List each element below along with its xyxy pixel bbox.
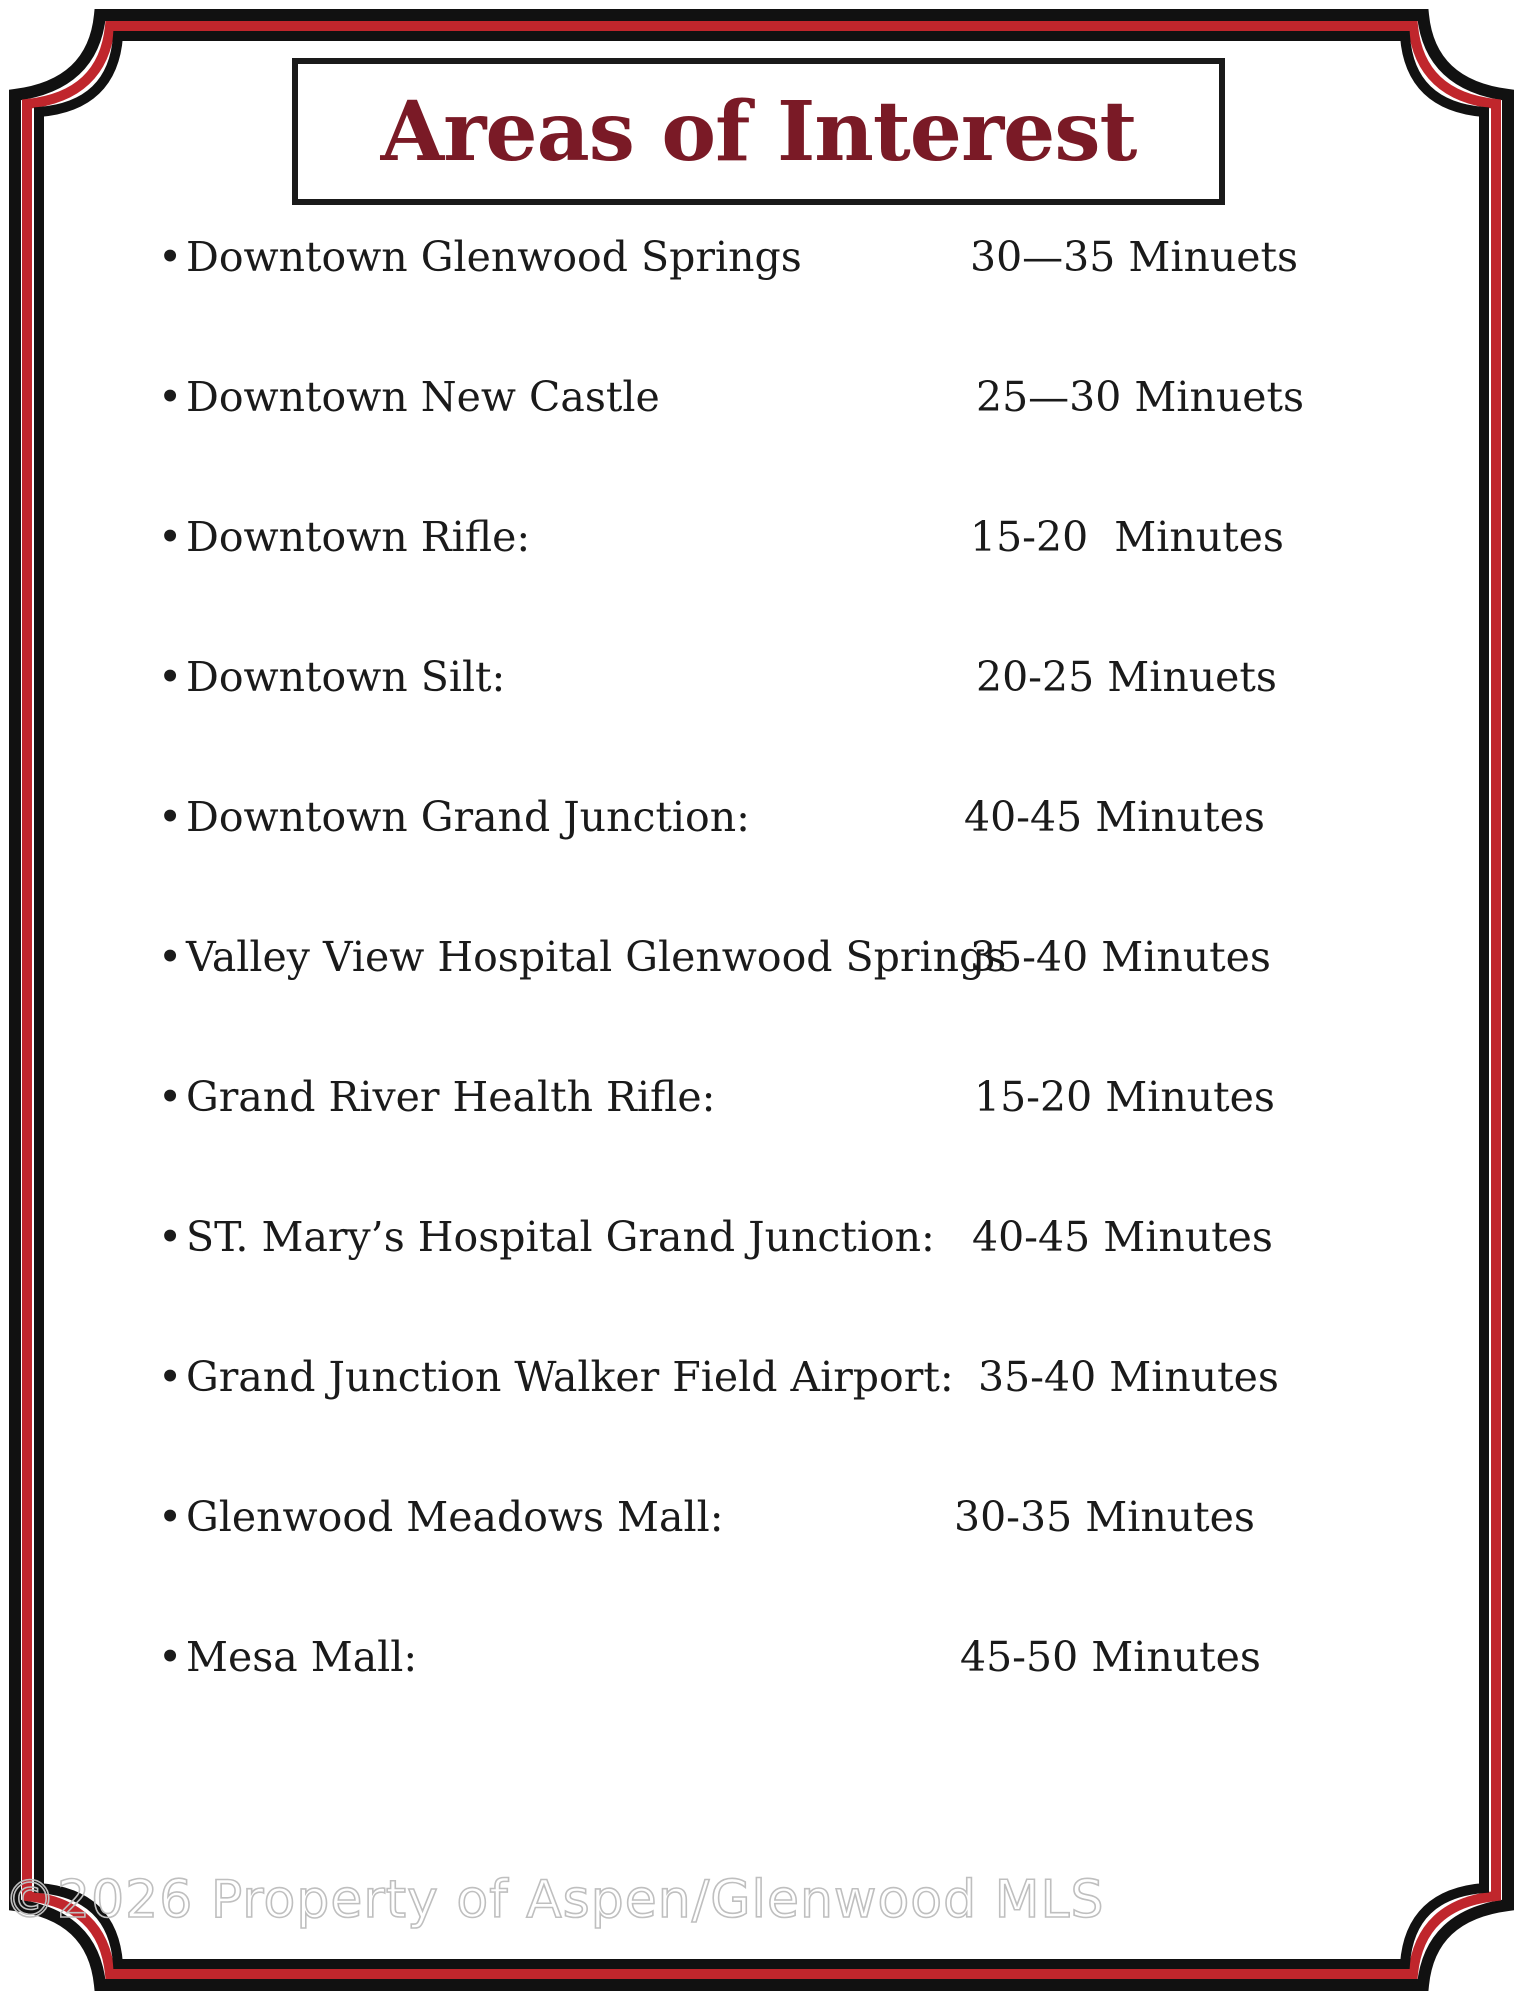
place-name: Downtown Grand Junction: bbox=[186, 793, 750, 841]
drive-time: 20-25 Minuets bbox=[976, 653, 1277, 701]
drive-time: 45-50 Minutes bbox=[960, 1633, 1261, 1681]
bullet-icon: • bbox=[158, 373, 183, 421]
bullet-icon: • bbox=[158, 793, 183, 841]
drive-time: 15-20 Minutes bbox=[974, 1073, 1275, 1121]
bullet-icon: • bbox=[158, 653, 183, 701]
bullet-icon: • bbox=[158, 1633, 183, 1681]
drive-time: 40-45 Minutes bbox=[964, 793, 1265, 841]
list-item bbox=[158, 782, 1358, 852]
title-box bbox=[292, 58, 1225, 205]
list-item bbox=[158, 922, 1358, 992]
list-item bbox=[158, 1202, 1358, 1272]
place-name: Glenwood Meadows Mall: bbox=[186, 1493, 724, 1541]
list-item bbox=[158, 1062, 1358, 1132]
place-name: Downtown Rifle: bbox=[186, 513, 531, 561]
place-name: Valley View Hospital Glenwood Springs bbox=[186, 933, 1007, 981]
drive-time: 30-35 Minutes bbox=[954, 1493, 1255, 1541]
place-name: Mesa Mall: bbox=[186, 1633, 418, 1681]
list-item bbox=[158, 1482, 1358, 1552]
place-name: Grand Junction Walker Field Airport: bbox=[186, 1353, 954, 1401]
list-item bbox=[158, 362, 1358, 432]
place-name: Downtown Glenwood Springs bbox=[186, 233, 802, 281]
bullet-icon: • bbox=[158, 1213, 183, 1261]
drive-time: 15-20 Minutes bbox=[970, 513, 1284, 561]
drive-time: 35-40 Minutes bbox=[970, 933, 1271, 981]
mls-watermark: ©2026 Property of Aspen/Glenwood MLS bbox=[4, 1870, 1105, 1930]
place-name: Grand River Health Rifle: bbox=[186, 1073, 716, 1121]
list-item bbox=[158, 502, 1358, 572]
drive-time: 40-45 Minutes bbox=[972, 1213, 1273, 1261]
list-item bbox=[158, 1342, 1358, 1412]
bullet-icon: • bbox=[158, 233, 183, 281]
bullet-icon: • bbox=[158, 933, 183, 981]
drive-time: 30—35 Minuets bbox=[970, 233, 1299, 281]
bullet-icon: • bbox=[158, 1493, 183, 1541]
page-title: Areas of Interest bbox=[380, 83, 1137, 180]
drive-time: 25—30 Minuets bbox=[976, 373, 1305, 421]
place-name: Downtown New Castle bbox=[186, 373, 660, 421]
list-item bbox=[158, 222, 1358, 292]
list-item bbox=[158, 1622, 1358, 1692]
bullet-icon: • bbox=[158, 1353, 183, 1401]
list-item bbox=[158, 642, 1358, 712]
bullet-icon: • bbox=[158, 513, 183, 561]
drive-time: 35-40 Minutes bbox=[978, 1353, 1279, 1401]
bullet-icon: • bbox=[158, 1073, 183, 1121]
place-name: ST. Mary’s Hospital Grand Junction: bbox=[186, 1213, 935, 1261]
place-name: Downtown Silt: bbox=[186, 653, 506, 701]
